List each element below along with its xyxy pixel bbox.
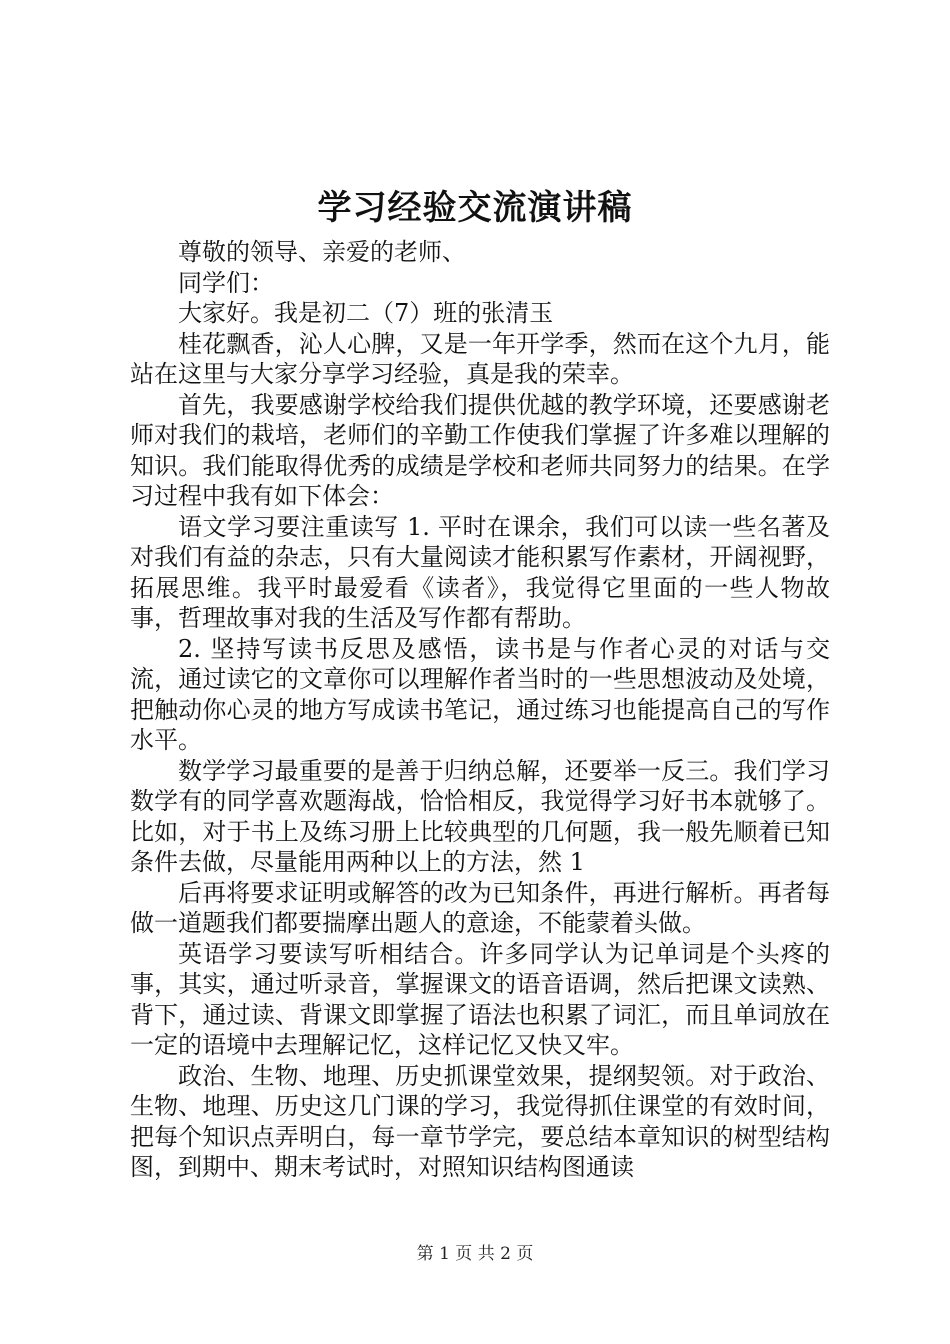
body-paragraph: 桂花飘香，沁人心脾，又是一年开学季，然而在这个九月，能站在这里与大家分享学习经验，真是我的荣幸。 <box>130 329 830 388</box>
body-paragraph: 语文学习要注重读写 1. 平时在课余，我们可以读一些名著及对我们有益的杂志，只有大量阅读才能积累写作素材，开阔视野，拓展思维。我平时最爱看《读者》，我觉得它里面的一些人物故事，哲理故事对我的生活及写作都有帮助。 <box>130 512 830 632</box>
page-number-footer: 第 1 页 共 2 页 <box>416 1244 534 1264</box>
body-paragraph: 首先，我要感谢学校给我们提供优越的教学环境，还要感谢老师对我们的栽培，老师们的辛勤工作使我们掌握了许多难以理解的知识。我们能取得优秀的成绩是学校和老师共同努力的结果。在学习过程中我有如下体会： <box>130 390 830 510</box>
body-paragraph: 英语学习要读写听相结合。许多同学认为记单词是个头疼的事，其实，通过听录音，掌握课文的语音语调，然后把课文读熟、背下，通过读、背课文即掌握了语法也积累了词汇，而且单词放在一定的语境中去理解记忆，这样记忆又快又牢。 <box>130 939 830 1059</box>
salutation-line-2: 同学们： <box>178 268 274 297</box>
body-paragraph: 政治、生物、地理、历史抓课堂效果，提纲契领。对于政治、生物、地理、历史这几门课的学习，我觉得抓住课堂的有效时间，把每个知识点弄明白，每一章节学完，要总结本章知识的树型结构图，到期中、期末考试时，对照知识结构图通读 <box>130 1061 830 1181</box>
body-paragraph: 数学学习最重要的是善于归纳总解，还要举一反三。我们学习数学有的同学喜欢题海战，恰恰相反，我觉得学习好书本就够了。比如，对于书上及练习册上比较典型的几何题，我一般先顺着已知条件去做，尽量能用两种以上的方法，然 1 <box>130 756 830 876</box>
greeting-paragraph: 大家好。我是初二（7）班的张清玉 <box>178 299 554 327</box>
document-title: 学习经验交流演讲稿 <box>317 188 633 228</box>
salutation-line-1: 尊敬的领导、亲爱的老师、 <box>178 238 466 266</box>
document-body <box>130 237 830 1183</box>
body-paragraph: 2. 坚持写读书反思及感悟，读书是与作者心灵的对话与交流，通过读它的文章你可以理解作者当时的一些思想波动及处境，把触动你心灵的地方写成读书笔记，通过练习也能提高自己的写作水平。 <box>130 634 830 754</box>
body-paragraph: 后再将要求证明或解答的改为已知条件，再进行解析。再者每做一道题我们都要揣摩出题人的意途，不能蒙着头做。 <box>130 878 830 937</box>
